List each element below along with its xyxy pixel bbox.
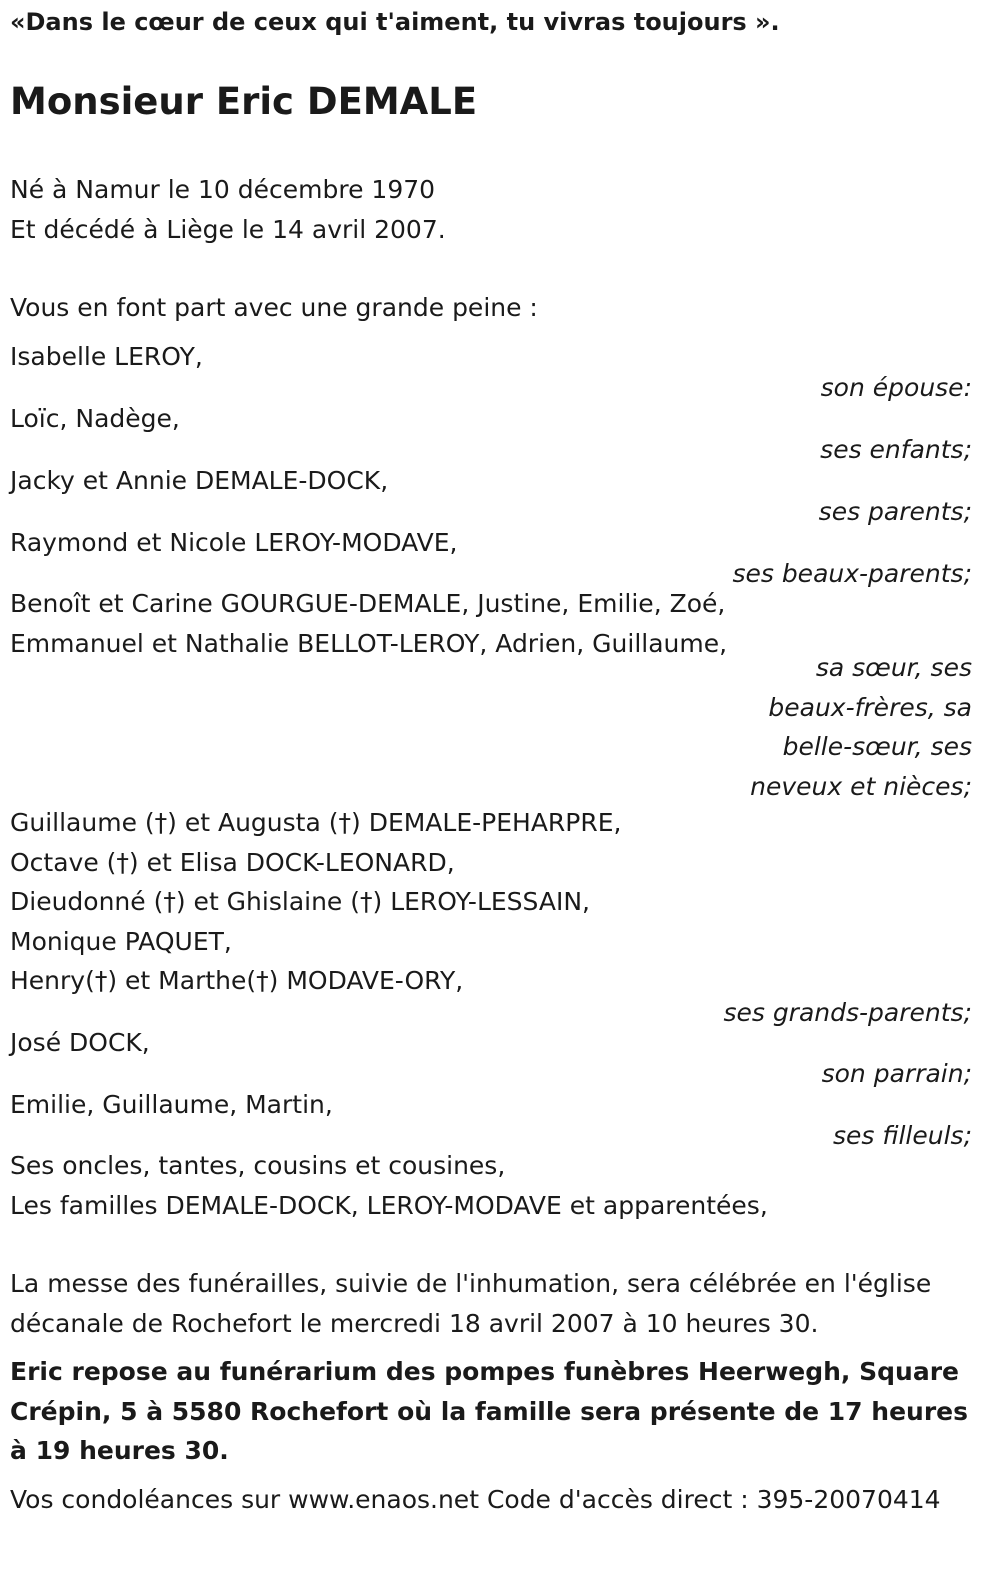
extended-family — [10, 1146, 972, 1225]
godfather-name: José DOCK, — [10, 1028, 150, 1057]
birth-line: Né à Namur le 10 décembre 1970 — [10, 175, 436, 204]
grandparents-line-4: Monique PAQUET, — [10, 926, 232, 956]
children-entry — [10, 399, 972, 464]
godchildren-names: Emilie, Guillaume, Martin, — [10, 1090, 333, 1119]
extended-line-2: Les familles DEMALE-DOCK, LEROY-MODAVE et apparentées, — [10, 1190, 768, 1220]
siblings-relation: sa sœur, ses beaux-frères, sa belle-sœur, ses neveux et nièces; — [750, 653, 972, 801]
condolences-info: Vos condoléances sur www.enaos.net Code d'accès direct : 395-20070414 — [10, 1485, 941, 1514]
mass-info: La messe des funérailles, suivie de l'inhumation, sera célébrée en l'église décanale de Rochefort le mercredi 18 avril 2007 à 10 heures 30. — [10, 1269, 932, 1338]
quote: «Dans le cœur de ceux qui t'aiment, tu vivras toujours ». — [10, 8, 780, 36]
inlaws-relation: ses beaux-parents; — [732, 559, 972, 588]
page-title: Monsieur Eric DEMALE — [10, 80, 478, 123]
grandparents-line-3: Dieudonné (†) et Ghislaine (†) LEROY-LESSAIN, — [10, 887, 590, 916]
siblings-entry — [10, 584, 972, 806]
parents-names: Jacky et Annie DEMALE-DOCK, — [10, 466, 389, 495]
grandparents-entry — [10, 803, 972, 1027]
godchildren-entry — [10, 1085, 972, 1150]
inlaws-entry — [10, 523, 972, 588]
grandparents-relation: ses grands-parents; — [723, 997, 972, 1027]
godfather-entry — [10, 1023, 972, 1088]
spouse-name: Isabelle LEROY, — [10, 342, 203, 371]
siblings-line-1: Benoît et Carine GOURGUE-DEMALE, Justine, Emilie, Zoé, — [10, 589, 726, 618]
grandparents-line-2: Octave (†) et Elisa DOCK-LEONARD, — [10, 847, 455, 877]
children-names: Loïc, Nadège, — [10, 404, 180, 433]
birth-death-block — [10, 170, 972, 249]
extended-line-1: Ses oncles, tantes, cousins et cousines, — [10, 1151, 506, 1180]
inlaws-names: Raymond et Nicole LEROY-MODAVE, — [10, 528, 458, 557]
godchildren-relation: ses filleuls; — [832, 1121, 972, 1150]
children-relation: ses enfants; — [820, 435, 972, 464]
siblings-line-2: Emmanuel et Nathalie BELLOT-LEROY, Adrien, Guillaume, — [10, 628, 728, 658]
parents-entry — [10, 461, 972, 526]
spouse-entry — [10, 337, 972, 402]
grandparents-line-5: Henry(†) et Marthe(†) MODAVE-ORY, — [10, 966, 464, 995]
intro-text: Vous en font part avec une grande peine : — [10, 293, 538, 322]
godfather-relation: son parrain; — [821, 1059, 972, 1088]
funerarium-info: Eric repose au funérarium des pompes funèbres Heerwegh, Square Crépin, 5 à 5580 Rochefort où la famille sera présente de 17 heures à 19 heures 30. — [10, 1357, 968, 1465]
grandparents-line-1: Guillaume (†) et Augusta (†) DEMALE-PEHARPRE, — [10, 808, 622, 837]
death-line: Et décédé à Liège le 14 avril 2007. — [10, 214, 446, 244]
spouse-relation: son épouse: — [820, 373, 972, 402]
parents-relation: ses parents; — [818, 497, 972, 526]
